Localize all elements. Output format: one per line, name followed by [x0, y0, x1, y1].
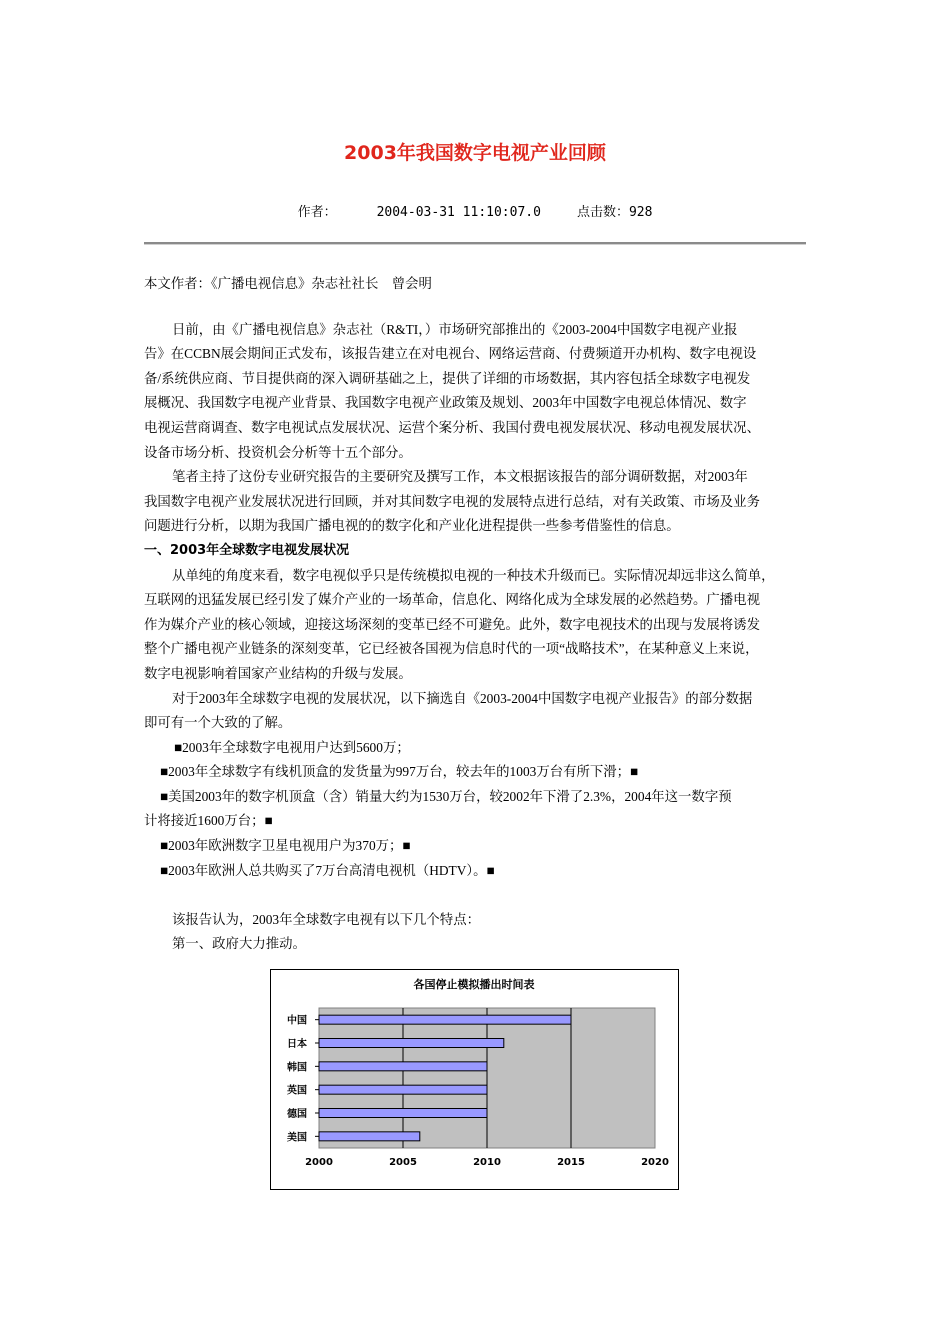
spacer — [144, 883, 812, 908]
header-divider — [144, 242, 806, 245]
x-tick-label: 2015 — [557, 1157, 585, 1168]
x-tick-label: 2005 — [389, 1157, 417, 1168]
text-line: 笔者主持了这份专业研究报告的主要研究及撰写工作，本文根据该报告的部分调研数据，对2003年 — [172, 469, 748, 485]
publish-datetime: 2004-03-31 11:10:07.0 — [376, 205, 541, 220]
bar-2 — [319, 1062, 487, 1071]
text-line: 即可有一个大致的了解。 — [144, 715, 292, 731]
paragraph-2 — [144, 465, 812, 539]
text-line: 我国数字电视产业发展状况进行回顾，并对其间数字电视的发展特点进行总结，对有关政策、市场及业务 — [144, 493, 760, 509]
list-item: 计将接近1600万台；■ — [144, 813, 273, 829]
author-label: 作者： — [297, 205, 337, 220]
text-line: 日前，由《广播电视信息》杂志社（R&TI，）市场研究部推出的《2003-2004中国数字电视产业报 — [172, 321, 738, 337]
section-heading: 一、2003年全球数字电视发展状况 — [144, 542, 350, 558]
bar-4 — [319, 1109, 487, 1118]
text-line: 对于2003年全球数字电视的发展状况，以下摘选自《2003-2004中国数字电视产业报告》的部分数据 — [172, 690, 753, 706]
category-label: 中国 — [287, 1015, 307, 1027]
author-line: 本文作者：《广播电视信息》杂志社社长 曾会明 — [144, 276, 432, 291]
paragraph-4 — [144, 687, 812, 736]
text-line: 告》在CCBN展会期间正式发布，该报告建立在对电视台、网络运营商、付费频道开办机构、数字电视设 — [144, 346, 757, 362]
text-line: 数字电视影响着国家产业结构的升级与发展。 — [144, 665, 412, 681]
bar-3 — [319, 1085, 487, 1094]
text-line: 备/系统供应商、节目提供商的深入调研基础之上，提供了详细的市场数据，其内容包括全球数字电视发 — [144, 370, 751, 386]
article-body — [144, 272, 812, 957]
list-item: ■2003年全球数字有线机顶盒的发货量为997万台，较去年的1003万台有所下滑；■ — [160, 764, 639, 780]
text-line: 电视运营商调查、数字电视试点发展状况、运营个案分析、我国付费电视发展状况、移动电视发展状况、 — [144, 419, 760, 435]
bar-5 — [319, 1132, 420, 1141]
bullet-list — [144, 736, 812, 884]
bar-chart — [271, 970, 678, 1189]
list-item: ■2003年全球数字电视用户达到5600万； — [174, 739, 410, 755]
category-label: 英国 — [287, 1085, 307, 1097]
bar-1 — [319, 1039, 504, 1048]
text-line: 整个广播电视产业链条的深刻变革，它已经被各国视为信息时代的一项“战略技术”，在某种意义上来说， — [144, 641, 759, 657]
x-tick-label: 2000 — [305, 1157, 333, 1168]
chart-title: 各国停止模拟播出时间表 — [413, 978, 535, 991]
text-line: 展概况、我国数字电视产业背景、我国数字电视产业政策及规划、2003年中国数字电视总体情况、数字 — [144, 395, 747, 411]
paragraph-3 — [144, 564, 812, 687]
text-line: 设备市场分析、投资机会分析等十五个部分。 — [144, 444, 412, 460]
text-line: 第一、政府大力推动。 — [172, 936, 306, 952]
text-line: 互联网的迅猛发展已经引发了媒介产业的一场革命，信息化、网络化成为全球发展的必然趋势。广播电视 — [144, 592, 760, 608]
article-meta — [0, 201, 950, 220]
list-item: ■美国2003年的数字机顶盒（含）销量大约为1530万台，较2002年下滑了2.3%，2004年这一数字预 — [160, 788, 732, 804]
text-line: 作为媒介产业的核心领域，迎接这场深刻的变革已经不可避免。此外，数字电视技术的出现与发展将诱发 — [144, 616, 760, 632]
category-label: 日本 — [287, 1039, 307, 1050]
list-item: ■2003年欧洲数字卫星电视用户为370万；■ — [160, 838, 411, 854]
text-line: 从单纯的角度来看，数字电视似乎只是传统模拟电视的一种技术升级而已。实际情况却远非这么简单， — [172, 567, 775, 583]
bar-0 — [319, 1015, 571, 1024]
category-label: 美国 — [287, 1132, 307, 1144]
chart-figure — [270, 969, 679, 1190]
page-title: 2003年我国数字电视产业回顾 — [344, 142, 606, 164]
x-tick-label: 2010 — [473, 1157, 501, 1168]
x-tick-label: 2020 — [641, 1157, 669, 1168]
category-label: 韩国 — [287, 1062, 307, 1074]
category-label: 德国 — [287, 1109, 307, 1120]
text-line: 问题进行分析，以期为我国广播电视的的数字化和产业化进程提供一些参考借鉴性的信息。 — [144, 518, 680, 534]
paragraph-1 — [144, 318, 812, 466]
list-item: ■2003年欧洲人总共购买了7万台高清电视机（HDTV）。■ — [160, 862, 495, 878]
text-line: 该报告认为，2003年全球数字电视有以下几个特点： — [172, 911, 480, 927]
click-count: 点击数：928 — [576, 205, 653, 220]
